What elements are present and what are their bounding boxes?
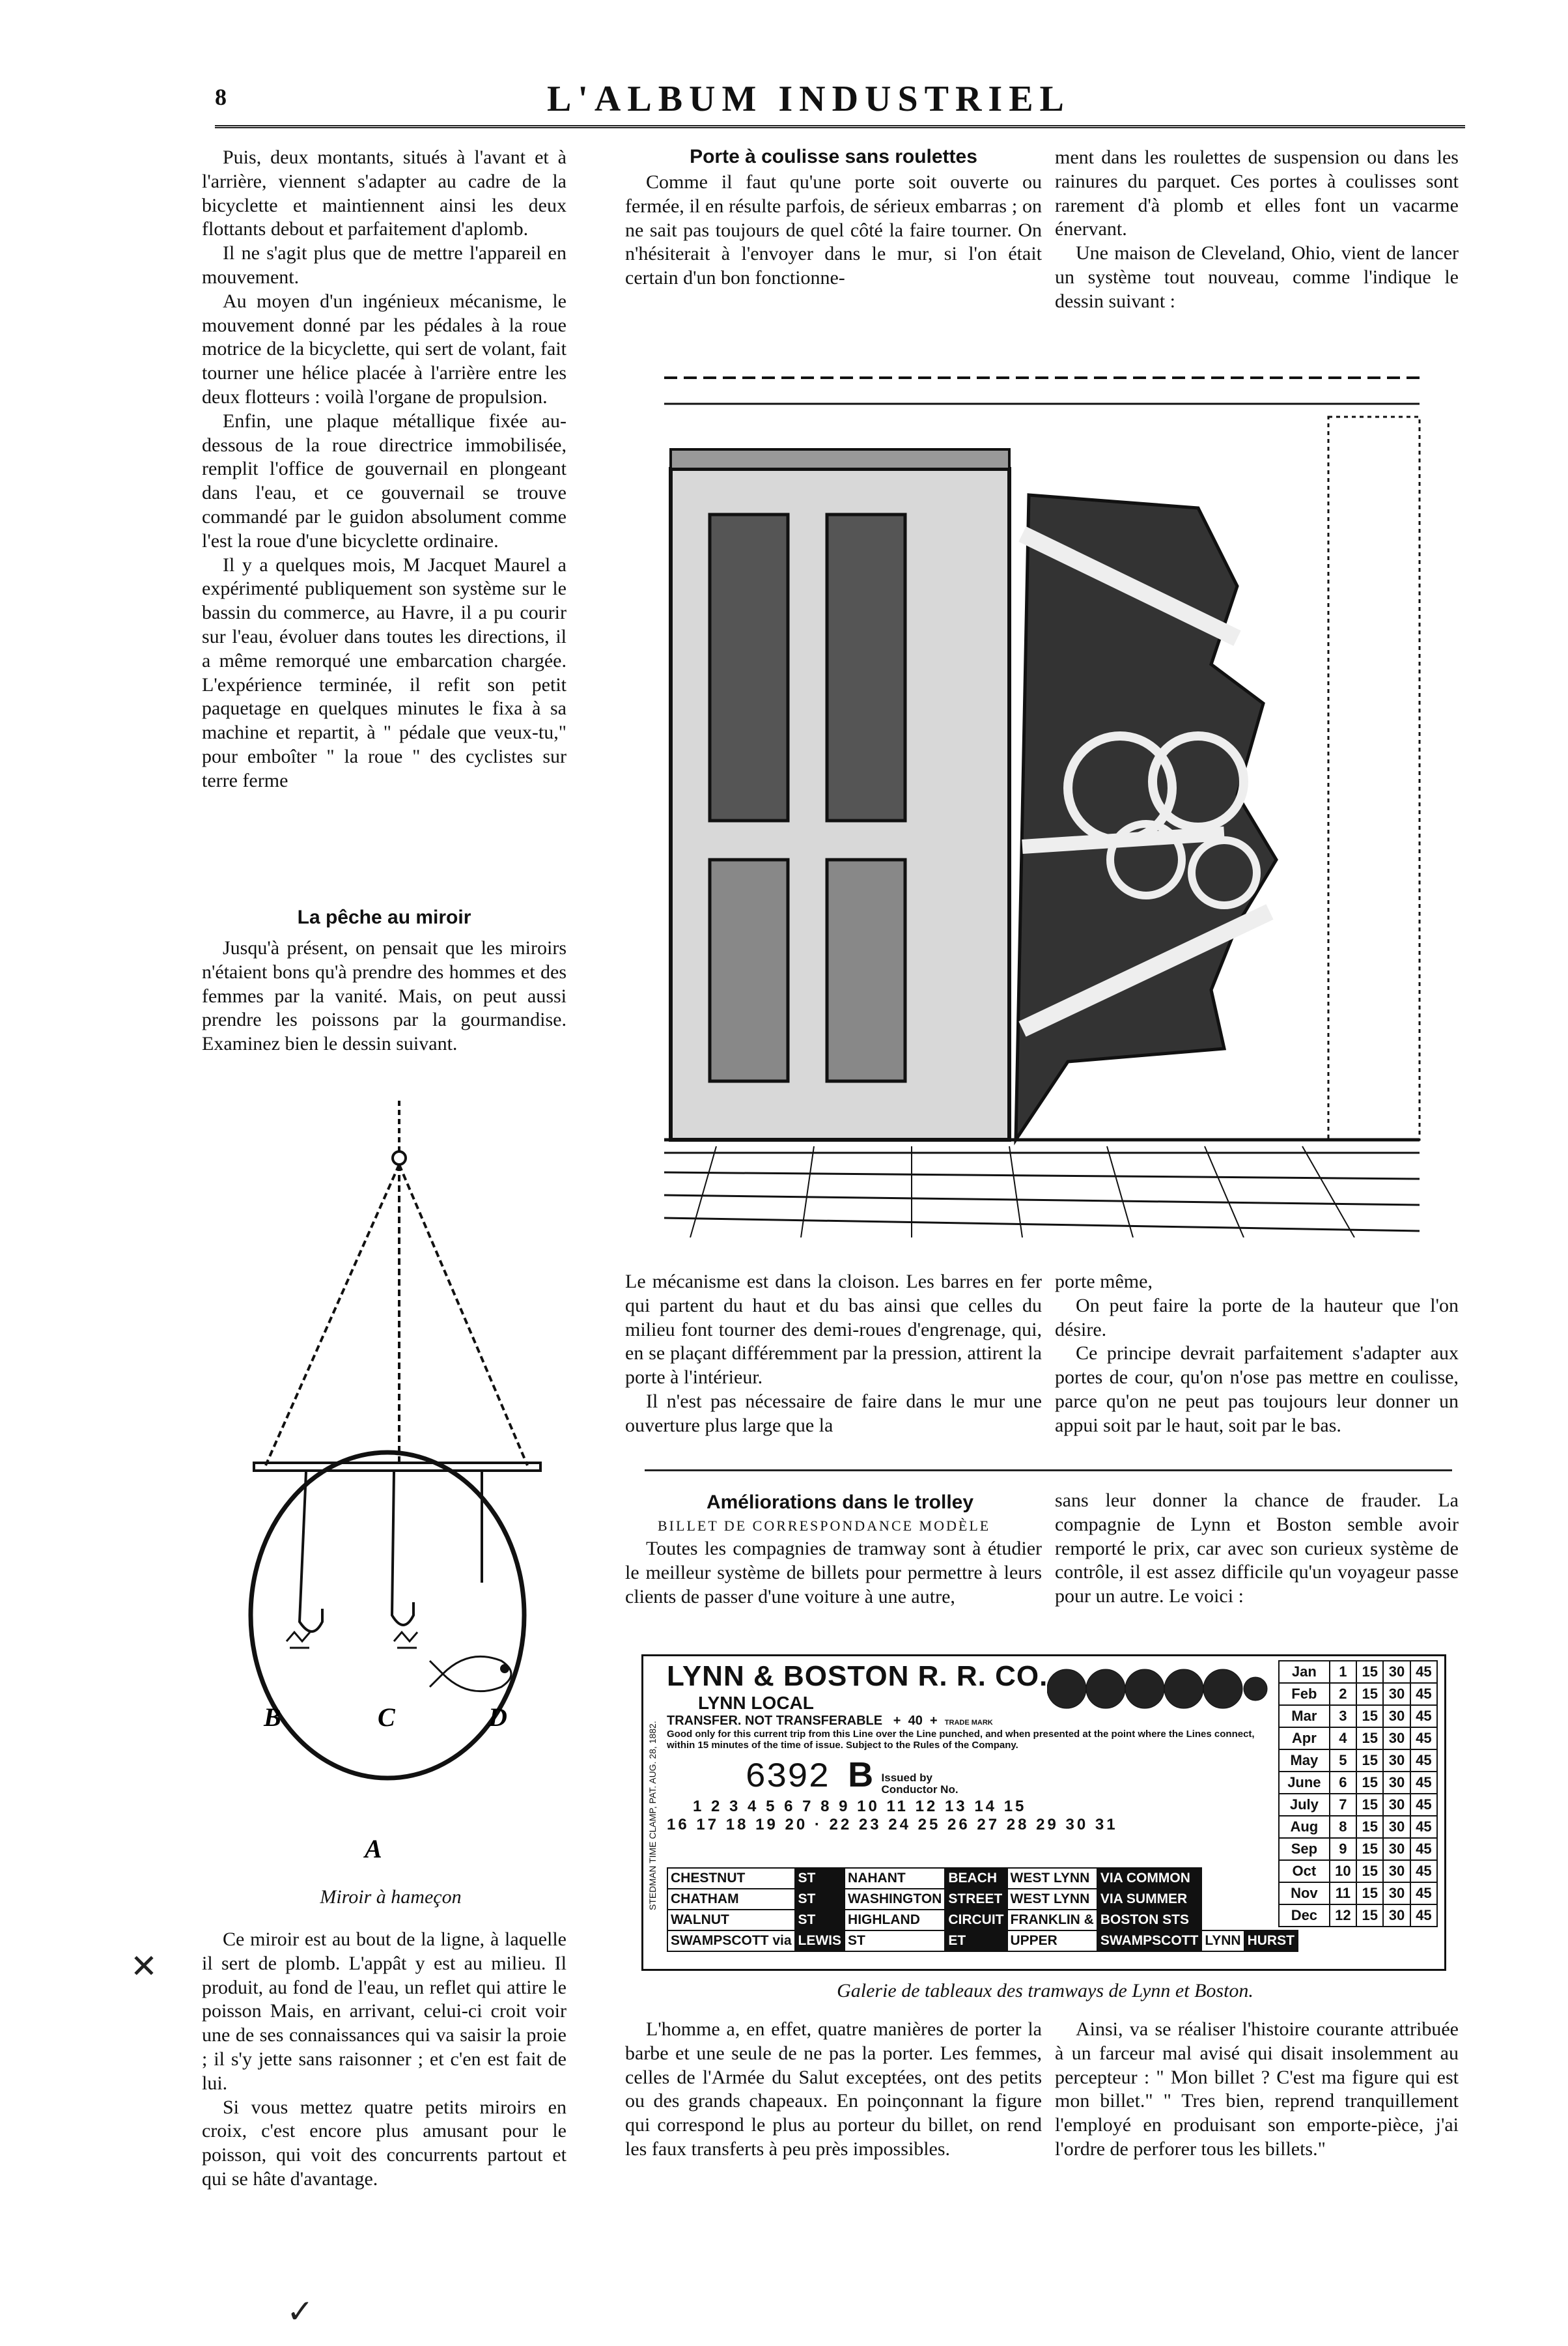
month-row xyxy=(1279,1904,1437,1927)
time-cell: June xyxy=(1279,1772,1330,1794)
time-cell: July xyxy=(1279,1794,1330,1816)
month-row xyxy=(1279,1860,1437,1882)
time-cell: 15 xyxy=(1356,1661,1383,1683)
mirror-caption: Miroir à hameçon xyxy=(320,1886,462,1908)
route-cell: WEST LYNN xyxy=(1007,1889,1097,1910)
day-number: 28 xyxy=(1006,1816,1037,1833)
month-row xyxy=(1279,1882,1437,1904)
time-cell: May xyxy=(1279,1749,1330,1772)
paragraph: Toutes les compagnies de tramway sont à étudier le meilleur système de billets pour permettre à leurs clients de passer d'une voiture à une autre, xyxy=(625,1538,1042,1607)
time-cell: 30 xyxy=(1383,1904,1410,1927)
time-cell: 30 xyxy=(1383,1882,1410,1904)
time-cell: 15 xyxy=(1356,1882,1383,1904)
day-number: 12 xyxy=(915,1798,945,1815)
paragraph: sans leur donner la chance de frauder. La compagnie de Lynn et Boston semble avoir remporté le prix, car avec son curieux système de contrôle, il est assez difficile qu'un voyageur passe pour un autre. Le voici : xyxy=(1055,1490,1459,1607)
time-cell: 30 xyxy=(1383,1860,1410,1882)
time-cell: 15 xyxy=(1356,1904,1383,1927)
time-cell: 30 xyxy=(1383,1749,1410,1772)
paragraph: Au moyen d'un ingénieux mécanisme, le mouvement donné par les pédales à la roue motrice de la bicyclette, qui sert de volant, fait tourner une hélice placée à l'arrière entre les deux flotteurs : voilà l'organe de propulsion. xyxy=(202,290,567,408)
time-cell: 11 xyxy=(1330,1882,1356,1904)
route-cell: BEACH xyxy=(945,1868,1007,1889)
day-number: 25 xyxy=(917,1816,948,1833)
route-cell: HIGHLAND xyxy=(845,1910,945,1930)
trolley-bottom-left xyxy=(625,2018,1042,2162)
conditions-text: Good only for this current trip from this Line over the Line punched, and when presented at the point where the Lines connect, within 15 minutes of the time of issue. Subject to the Rules of the Company. xyxy=(667,1729,1255,1751)
time-cell: 45 xyxy=(1410,1904,1437,1927)
month-row xyxy=(1279,1794,1437,1816)
page-number: 8 xyxy=(215,84,227,110)
ticket-caption: Galerie de tableaux des tramways de Lynn et Boston. xyxy=(837,1980,1253,2001)
route-cell: ET xyxy=(945,1930,1007,1951)
month-row xyxy=(1279,1705,1437,1727)
pencil-check-mark-icon: ✓ xyxy=(287,2293,314,2330)
trolley-bottom-right xyxy=(1055,2018,1459,2162)
section-divider xyxy=(645,1469,1452,1471)
mirror-article-intro xyxy=(202,937,567,1056)
ticket-number-row xyxy=(667,1755,1272,1798)
time-cell: 15 xyxy=(1356,1705,1383,1727)
month-row xyxy=(1279,1772,1437,1794)
time-cell: 45 xyxy=(1410,1860,1437,1882)
paragraph: Comme il faut qu'une porte soit ouverte ou fermée, il en résulte parfois, de sérieux embarras ; on ne sait pas toujours de quel côté la faire tourner. On n'hésiterait à l'envoyer dans le mur, si l'on était certain d'un bon fonctionne- xyxy=(625,171,1042,289)
time-cell: 7 xyxy=(1330,1794,1356,1816)
paragraph: Ce principe devrait parfaitement s'adapter aux portes de cour, qu'on n'ose pas mettre en coulisse, parce qu'on ne peut pas toujours leur donner un appui soit par le haut, soit par le bas. xyxy=(1055,1342,1459,1436)
time-cell: 8 xyxy=(1330,1816,1356,1838)
route-row xyxy=(667,1889,1298,1910)
month-row xyxy=(1279,1816,1437,1838)
sliding-door-illustration xyxy=(651,339,1433,1237)
day-number: 29 xyxy=(1036,1816,1066,1833)
paragraph: porte même, xyxy=(1055,1271,1153,1292)
transfer-ticket xyxy=(641,1654,1446,1971)
day-number: 24 xyxy=(888,1816,918,1833)
trolley-intro-left xyxy=(625,1537,1042,1609)
time-cell: Mar xyxy=(1279,1705,1330,1727)
time-cell: 45 xyxy=(1410,1727,1437,1749)
issued-by-label: Issued by xyxy=(881,1771,932,1784)
day-number: 30 xyxy=(1065,1816,1095,1833)
day-number: 27 xyxy=(977,1816,1007,1833)
route-cell: SWAMPSCOTT via xyxy=(667,1930,795,1951)
time-cell: Apr xyxy=(1279,1727,1330,1749)
transfer-line: TRANSFER. NOT TRANSFERABLE + 40 + TRADE MARK xyxy=(667,1714,993,1728)
bicycle-article-continued xyxy=(202,146,567,793)
route-cell: ST xyxy=(795,1889,845,1910)
day-number: 4 xyxy=(748,1798,766,1815)
month-row xyxy=(1279,1661,1437,1683)
day-number: 17 xyxy=(696,1816,726,1833)
day-number: 23 xyxy=(858,1816,889,1833)
heading-trolley: Améliorations dans le trolley xyxy=(706,1491,974,1513)
route-cell: CIRCUIT xyxy=(945,1910,1007,1930)
heading-sliding-door: Porte à coulisse sans roulettes xyxy=(690,146,977,167)
mirror-hook-illustration xyxy=(215,1101,567,1869)
days-row-1 xyxy=(693,1798,1272,1816)
day-number: 10 xyxy=(857,1798,887,1815)
month-row xyxy=(1279,1749,1437,1772)
header-rule xyxy=(215,125,1465,128)
label-b: B xyxy=(264,1703,281,1732)
time-cell: 30 xyxy=(1383,1705,1410,1727)
time-cell: 45 xyxy=(1410,1705,1437,1727)
time-cell: 15 xyxy=(1356,1749,1383,1772)
patent-text: STEDMAN TIME CLAMP, PAT. AUG. 28, 1882. xyxy=(647,1721,658,1911)
day-number: 15 xyxy=(1003,1798,1027,1815)
route-cell: CHESTNUT xyxy=(667,1868,795,1889)
subheading-transfer-ticket: BILLET DE CORRESPONDANCE MODÈLE xyxy=(658,1518,991,1534)
day-number: 16 xyxy=(667,1816,697,1833)
time-cell: Nov xyxy=(1279,1882,1330,1904)
day-number: 31 xyxy=(1095,1816,1118,1833)
paragraph: Il n'est pas nécessaire de faire dans le mur une ouverture plus large que la xyxy=(625,1390,1042,1436)
day-number: 3 xyxy=(729,1798,748,1815)
trolley-intro-right xyxy=(1055,1489,1459,1609)
time-cell: 15 xyxy=(1356,1838,1383,1860)
time-cell: 15 xyxy=(1356,1683,1383,1705)
month-row xyxy=(1279,1838,1437,1860)
time-cell: 5 xyxy=(1330,1749,1356,1772)
route-cell: WEST LYNN xyxy=(1007,1868,1097,1889)
route-cell: WASHINGTON xyxy=(845,1889,945,1910)
route-cell: STREET xyxy=(945,1889,1007,1910)
lynn-local-label: LYNN LOCAL xyxy=(698,1693,814,1713)
route-cell: ST xyxy=(795,1868,845,1889)
route-cell: VIA COMMON xyxy=(1097,1868,1202,1889)
day-number: 2 xyxy=(711,1798,730,1815)
route-cell: WALNUT xyxy=(667,1910,795,1930)
time-cell: 4 xyxy=(1330,1727,1356,1749)
label-a: A xyxy=(365,1834,382,1863)
route-cell: SWAMPSCOTT xyxy=(1097,1930,1202,1951)
time-cell: 30 xyxy=(1383,1727,1410,1749)
day-number: 9 xyxy=(839,1798,858,1815)
route-cell: LEWIS xyxy=(795,1930,845,1951)
day-number: 5 xyxy=(766,1798,785,1815)
paragraph: Jusqu'à présent, on pensait que les miroirs n'étaient bons qu'à prendre des hommes et des femmes par la vanité. Mais, on peut aussi prendre les poissons par la gourmandise. Examinez bien le dessin suivant. xyxy=(202,937,567,1055)
paragraph: Puis, deux montants, situés à l'avant et à l'arrière, viennent s'adapter au cadre de la bicyclette et maintiennent ainsi les deux flottants debout et parfaitement d'aplomb. xyxy=(202,147,567,240)
heading-mirror-fishing: La pêche au miroir xyxy=(297,907,471,928)
company-name: LYNN & BOSTON R. R. CO. xyxy=(667,1660,1048,1692)
day-number: 18 xyxy=(725,1816,756,1833)
paragraph: Si vous mettez quatre petits miroirs en croix, c'est encore plus amusant pour le poisson, qui voit des concurrents partout et qui se hâte d'avantage. xyxy=(202,2096,567,2190)
time-cell: 6 xyxy=(1330,1772,1356,1794)
time-cell: 15 xyxy=(1356,1794,1383,1816)
journal-title: L'ALBUM INDUSTRIEL xyxy=(547,79,1071,119)
door-intro-right xyxy=(1055,146,1459,314)
door-mechanism-right xyxy=(1055,1270,1459,1438)
time-cell: Feb xyxy=(1279,1683,1330,1705)
day-number: 20 xyxy=(785,1816,815,1833)
route-cell: FRANKLIN & xyxy=(1007,1910,1097,1930)
day-number: 7 xyxy=(802,1798,821,1815)
time-cell: 30 xyxy=(1383,1772,1410,1794)
pencil-x-mark-icon: ✕ xyxy=(130,1948,158,1985)
time-cell: 12 xyxy=(1330,1904,1356,1927)
day-number: 22 xyxy=(829,1816,859,1833)
time-cell: 45 xyxy=(1410,1772,1437,1794)
time-cell: 45 xyxy=(1410,1683,1437,1705)
door-mechanism-left xyxy=(625,1270,1042,1438)
route-cell: CHATHAM xyxy=(667,1889,795,1910)
label-d: D xyxy=(488,1703,507,1732)
time-cell: 30 xyxy=(1383,1816,1410,1838)
paragraph: Il y a quelques mois, M Jacquet Maurel a expérimenté publiquement son système sur le bassin du commerce, au Havre, il a pu courir sur l'eau, évoluer dans toutes les directions, il a même remorqué une embarcation chargée. L'expérience terminée, il refit son petit paquetage en quelques minutes le fixa à sa machine et repartit, à " pédale que veux-tu," pour emboîter " la roue " des cyclistes sur terre ferme xyxy=(202,554,567,791)
day-number: 8 xyxy=(820,1798,839,1815)
time-cell: 45 xyxy=(1410,1661,1437,1683)
route-cell: ST xyxy=(845,1930,945,1951)
day-number: 11 xyxy=(886,1798,916,1815)
route-cell: LYNN xyxy=(1201,1930,1244,1951)
route-cell: HURST xyxy=(1244,1930,1298,1951)
paragraph: L'homme a, en effet, quatre manières de porter la barbe et une seule de ne pas la porter. Les femmes, celles de l'Armée du Salut exceptées, ont des petits ou des grands chapeaux. En poinçonnant la figure qui correspond le plus au porteur du billet, on rend les faux transferts à peu près impossibles. xyxy=(625,2018,1042,2160)
paragraph: On peut faire la porte de la hauteur que l'on désire. xyxy=(1055,1294,1459,1340)
door-intro-left xyxy=(625,171,1042,290)
time-cell: 15 xyxy=(1356,1860,1383,1882)
time-cell: 30 xyxy=(1383,1838,1410,1860)
route-row xyxy=(667,1930,1298,1951)
routes-grid xyxy=(667,1867,1298,1952)
time-cell: 1 xyxy=(1330,1661,1356,1683)
paragraph: Enfin, une plaque métallique fixée au-dessous de la roue directrice immobilisée, remplit l'office de gouvernail en plongeant dans l'eau, et ce gouvernail se trouve commandé par le guidon absolument comme l'est la roue d'une bicyclette ordinaire. xyxy=(202,410,567,552)
time-cell: Sep xyxy=(1279,1838,1330,1860)
day-number: 19 xyxy=(755,1816,785,1833)
time-cell: 30 xyxy=(1383,1661,1410,1683)
label-c: C xyxy=(378,1703,395,1732)
route-cell: BOSTON STS xyxy=(1097,1910,1202,1930)
time-cell: Dec xyxy=(1279,1904,1330,1927)
day-number: 13 xyxy=(944,1798,975,1815)
paragraph: Ce miroir est au bout de la ligne, à laquelle il sert de plomb. L'appât y est au milieu. Il produit, au fond de l'eau, un reflet qui attire le poisson Mais, en arrivant, celui-ci croit voir une de ses connaissances qui va saisir la proie ; il s'y jette sans raisonner ; et c'en est fait de lui. xyxy=(202,1929,567,2094)
conductor-label: Conductor No. xyxy=(881,1783,959,1796)
route-cell: NAHANT xyxy=(845,1868,945,1889)
mirror-article-body xyxy=(202,1928,567,2192)
day-number: · xyxy=(814,1816,830,1833)
ticket-series: B xyxy=(848,1755,874,1794)
time-cell: 45 xyxy=(1410,1882,1437,1904)
route-cell: VIA SUMMER xyxy=(1097,1889,1202,1910)
time-cell: 30 xyxy=(1383,1683,1410,1705)
time-cell: Jan xyxy=(1279,1661,1330,1683)
day-number: 6 xyxy=(784,1798,803,1815)
time-cell: 15 xyxy=(1356,1816,1383,1838)
time-cell: Oct xyxy=(1279,1860,1330,1882)
time-cell: Aug xyxy=(1279,1816,1330,1838)
time-cell: 2 xyxy=(1330,1683,1356,1705)
time-cell: 45 xyxy=(1410,1749,1437,1772)
time-cell: 15 xyxy=(1356,1772,1383,1794)
route-cell: ST xyxy=(795,1910,845,1930)
time-cell: 45 xyxy=(1410,1838,1437,1860)
route-row xyxy=(667,1910,1298,1930)
day-number: 26 xyxy=(947,1816,977,1833)
paragraph: Une maison de Cleveland, Ohio, vient de lancer un système tout nouveau, comme l'indique le dessin suivant : xyxy=(1055,242,1459,312)
paragraph: ment dans les roulettes de suspension ou dans les rainures du parquet. Ces portes à coulisses sont rarement d'à plomb et elles font un vacarme énervant. xyxy=(1055,147,1459,240)
time-cell: 3 xyxy=(1330,1705,1356,1727)
paragraph: Le mécanisme est dans la cloison. Les barres en fer qui partent du haut et du bas ainsi que celles du milieu font tourner des demi-roues d'engrenage, qui, en se plaçant différemment par la pression, attirent la porte à l'intérieur. xyxy=(625,1271,1042,1389)
paragraph: Il ne s'agit plus que de mettre l'appareil en mouvement. xyxy=(202,242,567,288)
time-cell: 9 xyxy=(1330,1838,1356,1860)
time-cell: 10 xyxy=(1330,1860,1356,1882)
days-row-2 xyxy=(667,1816,1272,1834)
paragraph: Ainsi, va se réaliser l'histoire courante attribuée à un farceur mal avisé qui disait insolemment au percepteur : " Mon billet ? C'est ma figure qui est mon billet." " Tres bien, reprend tranquillement l'employé en produisant son emporte-pièce, j'ai l'ordre de perforer tous les billets." xyxy=(1055,2018,1459,2160)
time-cell: 30 xyxy=(1383,1794,1410,1816)
ticket-number: 6392 xyxy=(745,1758,830,1798)
month-hour-grid xyxy=(1278,1660,1438,1927)
time-cell: 15 xyxy=(1356,1727,1383,1749)
face-portraits-icon xyxy=(1047,1663,1268,1715)
route-row xyxy=(667,1868,1298,1889)
time-cell: 45 xyxy=(1410,1816,1437,1838)
day-number: 1 xyxy=(693,1798,712,1815)
day-number: 14 xyxy=(974,1798,1004,1815)
month-row xyxy=(1279,1727,1437,1749)
month-row xyxy=(1279,1683,1437,1705)
route-cell: UPPER xyxy=(1007,1930,1097,1951)
time-cell: 45 xyxy=(1410,1794,1437,1816)
